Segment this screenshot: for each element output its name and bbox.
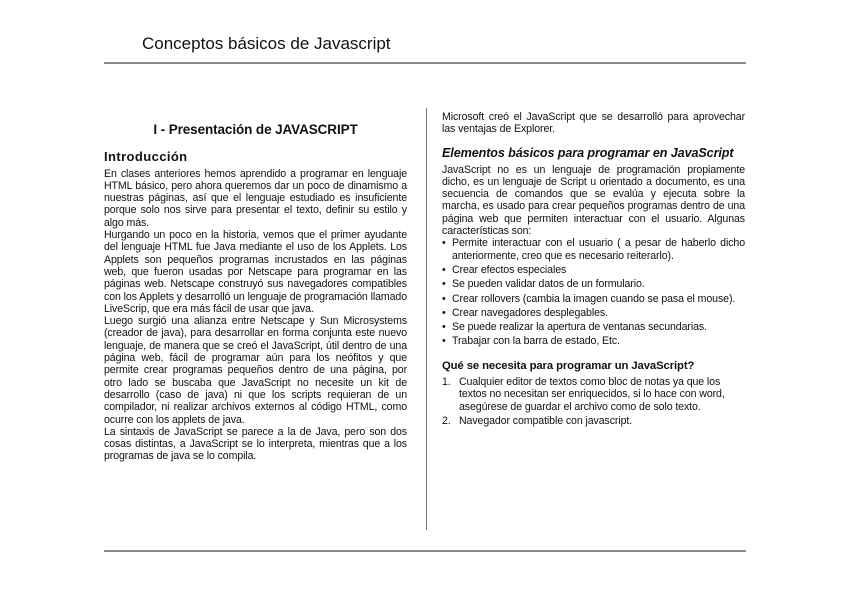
requirements-heading: Qué se necesita para programar un JavaScript?: [442, 359, 695, 372]
right-column: [442, 111, 745, 429]
header-rule: [104, 62, 746, 64]
intro-paragraph-2: Hurgando un poco en la historia, vemos que el primer ayudante del lenguaje HTML fue Java mediante el uso de los Applets. Los Applets son pequeños programas incrustados en las páginas web, que fueron usadas por Netscape para programar en las páginas web. Netscape construyó sus navegadores compatibles con los Applets y desarrolló un lenguaje de programación llamado LiveScrip, que era más fácil de usar que java.: [104, 229, 407, 315]
section-title: I - Presentación de JAVASCRIPT: [153, 122, 358, 137]
bullet-icon: •: [442, 321, 446, 334]
list-item: • Crear efectos especiales: [442, 263, 567, 276]
bullet-icon: •: [442, 263, 446, 276]
bullet-icon: •: [442, 335, 446, 348]
intro-paragraph-1: En clases anteriores hemos aprendido a programar en lenguaje HTML básico, pero ahora queremos dar un poco de dinamismo a nuestras páginas, así que el lenguaje estudiado es insuficiente porque solo nos sirve para presentar el texto, definir su estilo y algo más.: [104, 167, 407, 229]
bullet-icon: •: [442, 292, 446, 305]
list-item: 2. Navegador compatible con javascript.: [442, 414, 633, 427]
intro-subtitle: Introducción: [104, 149, 188, 165]
intro-paragraph-4: La sintaxis de JavaScript se parece a la de Java, pero son dos cosas distintas, a JavaScript se lo interpreta, mientras que a los programas de java se lo compila.: [104, 425, 407, 463]
elements-paragraph: JavaScript no es un lenguaje de programación propiamente dicho, es un lenguaje de Script u orientado a documento, es una secuencia de comandos que se evalúa y ejecuta sobre la marcha, es usado para crear pequeños programas dentro de una página web que permiten interactuar con el usuario. Algunas características son:: [442, 163, 745, 238]
bullet-icon: •: [442, 306, 446, 319]
microsoft-paragraph: Microsoft creó el JavaScript que se desarrolló para aprovechar las ventajas de Explorer.: [442, 111, 745, 136]
left-column: [104, 124, 407, 463]
intro-paragraph-3: Luego surgió una alianza entre Netscape y Sun Microsystems (creador de java), para desarrollar en forma conjunta este nuevo lenguaje, de manera que se creó el JavaScript, útil dentro de una página web, fácil de programar aún para los neófitos y que permite crear programas pequeños dentro de una página, por otro lado se buscaba que JavaScript no necesite un kit de desarrollo (caso de java) ni que los scripts requieran de un compilador, ni realizar archivos externos al código HTML, como ocurre con los applets de java.: [104, 315, 407, 426]
bullet-icon: •: [442, 237, 446, 250]
list-item: • Se pueden validar datos de un formulario.: [442, 278, 645, 291]
step-number: 1.: [442, 376, 451, 389]
list-item: • Trabajar con la barra de estado, Etc.: [442, 335, 620, 348]
list-item: • Permite interactuar con el usuario ( a pesar de haberlo dicho anteriormente, creo que es necesario reiterarlo).: [442, 237, 745, 262]
list-item: • Crear navegadores desplegables.: [442, 306, 608, 319]
step-number: 2.: [442, 414, 451, 427]
list-item: • Crear rollovers (cambia la imagen cuando se pasa el mouse).: [442, 292, 736, 305]
page-header-title: Conceptos básicos de Javascript: [142, 34, 391, 53]
column-divider: [426, 108, 427, 530]
footer-rule: [104, 550, 746, 552]
elements-heading: Elementos básicos para programar en JavaScript: [442, 145, 734, 160]
list-item: • Se puede realizar la apertura de ventanas secundarias.: [442, 321, 707, 334]
bullet-icon: •: [442, 278, 446, 291]
list-item: 1. Cualquier editor de textos como bloc de notas ya que los textos no necesitan ser enriquecidos, si lo hace con word, asegúrese de guardar el archivo como de solo texto.: [442, 376, 725, 413]
features-list: [442, 237, 745, 347]
requirements-list: [442, 376, 745, 427]
